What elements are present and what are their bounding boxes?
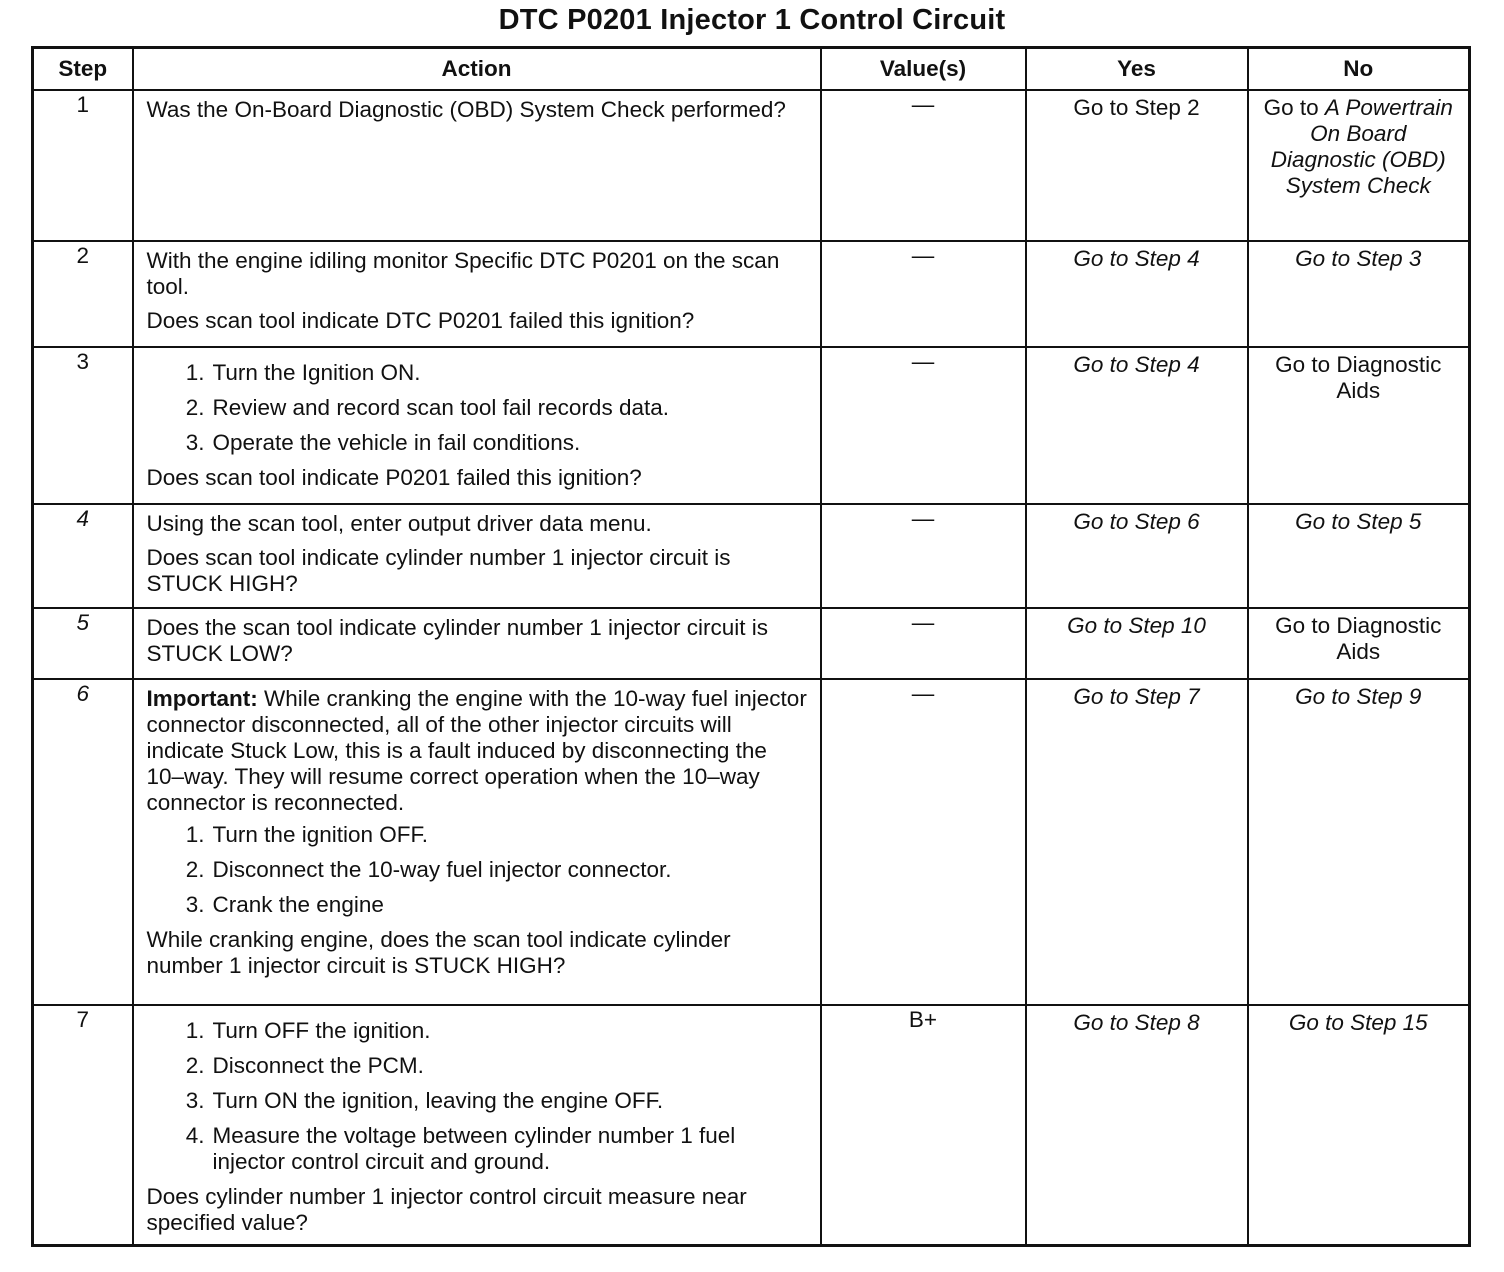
list-item <box>147 822 808 848</box>
diagnostic-table <box>31 46 1471 1247</box>
list-item <box>147 1123 808 1175</box>
table-row <box>33 347 1470 504</box>
value-cell: — <box>821 241 1026 347</box>
no-prefix: Go to <box>1263 95 1325 120</box>
table-row <box>33 679 1470 1005</box>
important-label: Important: <box>146 686 258 711</box>
no-cell: Go to Step 15 <box>1248 1005 1470 1246</box>
yes-cell: Go to Step 10 <box>1026 608 1248 679</box>
list-text: Operate the vehicle in fail conditions. <box>212 430 581 455</box>
list-text: Review and record scan tool fail records data. <box>212 395 669 420</box>
step-number: 2 <box>33 241 133 347</box>
action-question: Does scan tool indicate P0201 failed this ignition? <box>146 465 642 490</box>
header-yes: Yes <box>1026 48 1248 91</box>
table-row <box>33 90 1470 241</box>
list-number: 4. <box>185 1123 205 1148</box>
list-number: 2. <box>185 1053 205 1078</box>
procedure-list <box>147 1018 808 1175</box>
header-values: Value(s) <box>821 48 1026 91</box>
list-item <box>147 395 808 421</box>
value-cell: — <box>821 679 1026 1005</box>
value-cell: — <box>821 504 1026 608</box>
action-text: With the engine idiling monitor Specific DTC P0201 on the scan tool. <box>146 248 780 299</box>
table-row <box>33 504 1470 608</box>
list-number: 1. <box>185 360 205 385</box>
action-cell <box>133 90 821 241</box>
action-cell <box>133 347 821 504</box>
step-number: 1 <box>33 90 133 241</box>
yes-cell: Go to Step 2 <box>1026 90 1248 241</box>
yes-cell: Go to Step 6 <box>1026 504 1248 608</box>
table-row <box>33 1005 1470 1246</box>
list-item <box>147 430 808 456</box>
action-cell <box>133 1005 821 1246</box>
step-number: 6 <box>33 679 133 1005</box>
table-row <box>33 608 1470 679</box>
yes-cell: Go to Step 4 <box>1026 241 1248 347</box>
header-no: No <box>1248 48 1470 91</box>
action-cell <box>133 608 821 679</box>
value-cell: — <box>821 347 1026 504</box>
action-cell <box>133 504 821 608</box>
list-text: Measure the voltage between cylinder number 1 fuel injector control circuit and ground. <box>212 1123 736 1174</box>
procedure-list <box>147 360 808 456</box>
action-question: Does cylinder number 1 injector control circuit measure near specified value? <box>146 1184 747 1235</box>
no-cell <box>1248 90 1470 241</box>
list-number: 1. <box>185 822 205 847</box>
list-item <box>147 1088 808 1114</box>
no-cell: Go to Step 9 <box>1248 679 1470 1005</box>
list-text: Turn OFF the ignition. <box>212 1018 431 1043</box>
procedure-list <box>147 822 808 918</box>
header-step: Step <box>33 48 133 91</box>
yes-cell: Go to Step 7 <box>1026 679 1248 1005</box>
list-number: 2. <box>185 857 205 882</box>
list-number: 3. <box>185 1088 205 1113</box>
list-number: 2. <box>185 395 205 420</box>
list-item <box>147 892 808 918</box>
no-cell: Go to Diagnostic Aids <box>1248 608 1470 679</box>
value-cell: — <box>821 608 1026 679</box>
page-title: DTC P0201 Injector 1 Control Circuit <box>498 4 1006 36</box>
important-note <box>147 686 808 816</box>
list-item <box>147 1053 808 1079</box>
action-text: Using the scan tool, enter output driver data menu. <box>146 511 652 536</box>
value-cell: B+ <box>821 1005 1026 1246</box>
action-question: Does the scan tool indicate cylinder number 1 injector circuit is STUCK LOW? <box>146 615 769 666</box>
list-item <box>147 1018 808 1044</box>
important-text: While cranking the engine with the 10-way fuel injector connector disconnected, all of the other injector circuits will indicate Stuck Low, this is a fault induced by disconnecting the 10–way. They will resume correct operation when the 10–way connector is reconnected. <box>146 686 807 815</box>
header-row <box>33 48 1470 91</box>
yes-cell: Go to Step 8 <box>1026 1005 1248 1246</box>
list-text: Disconnect the PCM. <box>212 1053 424 1078</box>
step-number: 7 <box>33 1005 133 1246</box>
action-text: Was the On-Board Diagnostic (OBD) System Check performed? <box>146 97 786 122</box>
list-text: Turn the ignition OFF. <box>212 822 429 847</box>
list-item <box>147 857 808 883</box>
action-question: While cranking engine, does the scan tool indicate cylinder number 1 injector circuit is STUCK HIGH? <box>146 927 731 978</box>
step-number: 5 <box>33 608 133 679</box>
list-text: Crank the engine <box>212 892 384 917</box>
list-text: Turn the Ignition ON. <box>212 360 421 385</box>
step-number: 4 <box>33 504 133 608</box>
action-question: Does scan tool indicate cylinder number 1 injector circuit is STUCK HIGH? <box>146 545 731 596</box>
yes-cell: Go to Step 4 <box>1026 347 1248 504</box>
list-number: 3. <box>185 430 205 455</box>
action-cell <box>133 241 821 347</box>
no-cell: Go to Step 3 <box>1248 241 1470 347</box>
no-cell: Go to Step 5 <box>1248 504 1470 608</box>
step-number: 3 <box>33 347 133 504</box>
action-question: Does scan tool indicate DTC P0201 failed this ignition? <box>146 308 695 333</box>
no-link: A Powertrain On Board Diagnostic (OBD) System Check <box>1270 95 1453 198</box>
list-number: 1. <box>185 1018 205 1043</box>
table-row <box>33 241 1470 347</box>
value-cell: — <box>821 90 1026 241</box>
list-number: 3. <box>185 892 205 917</box>
list-text: Disconnect the 10-way fuel injector connector. <box>212 857 672 882</box>
no-cell: Go to Diagnostic Aids <box>1248 347 1470 504</box>
list-item <box>147 360 808 386</box>
header-action: Action <box>133 48 821 91</box>
list-text: Turn ON the ignition, leaving the engine OFF. <box>212 1088 664 1113</box>
action-cell <box>133 679 821 1005</box>
